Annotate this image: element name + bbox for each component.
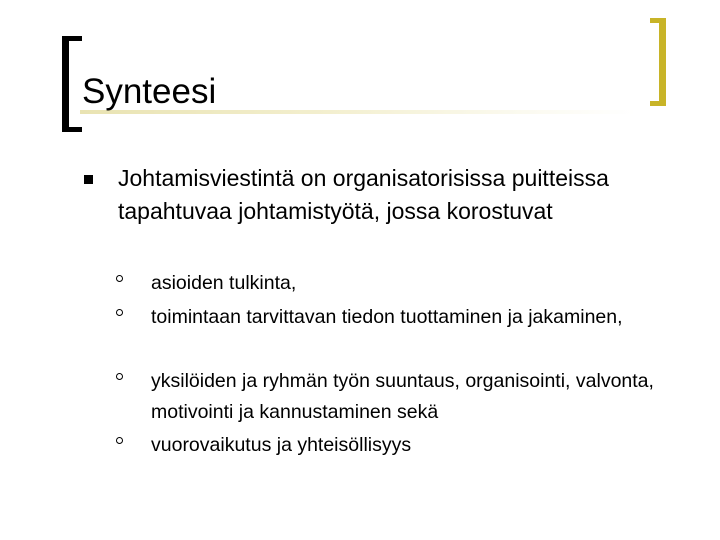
sub-bullet-text: yksilöiden ja ryhmän työn suuntaus, organisointi, valvonta, motivointi ja kannustaminen sekä [151, 370, 654, 423]
left-bracket-decoration [62, 36, 84, 132]
sub-bullet-text: vuorovaikutus ja yhteisöllisyys [151, 434, 412, 456]
sub-bullet-text: toimintaan tarvittavan tiedon tuottaminen ja jakaminen, [151, 306, 623, 328]
circle-bullet-icon [116, 437, 123, 444]
sub-bullet-text: asioiden tulkinta, [151, 272, 297, 294]
main-bullet-text: Johtamisviestintä on organisatorisissa puitteissa tapahtuvaa johtamistyötä, jossa korostuvat [118, 165, 609, 224]
circle-bullet-icon [116, 309, 123, 316]
circle-bullet-icon [116, 275, 123, 282]
slide-title: Synteesi [82, 72, 217, 111]
circle-bullet-icon [116, 373, 123, 380]
square-bullet-icon [84, 175, 93, 184]
right-bracket-decoration [650, 18, 666, 106]
